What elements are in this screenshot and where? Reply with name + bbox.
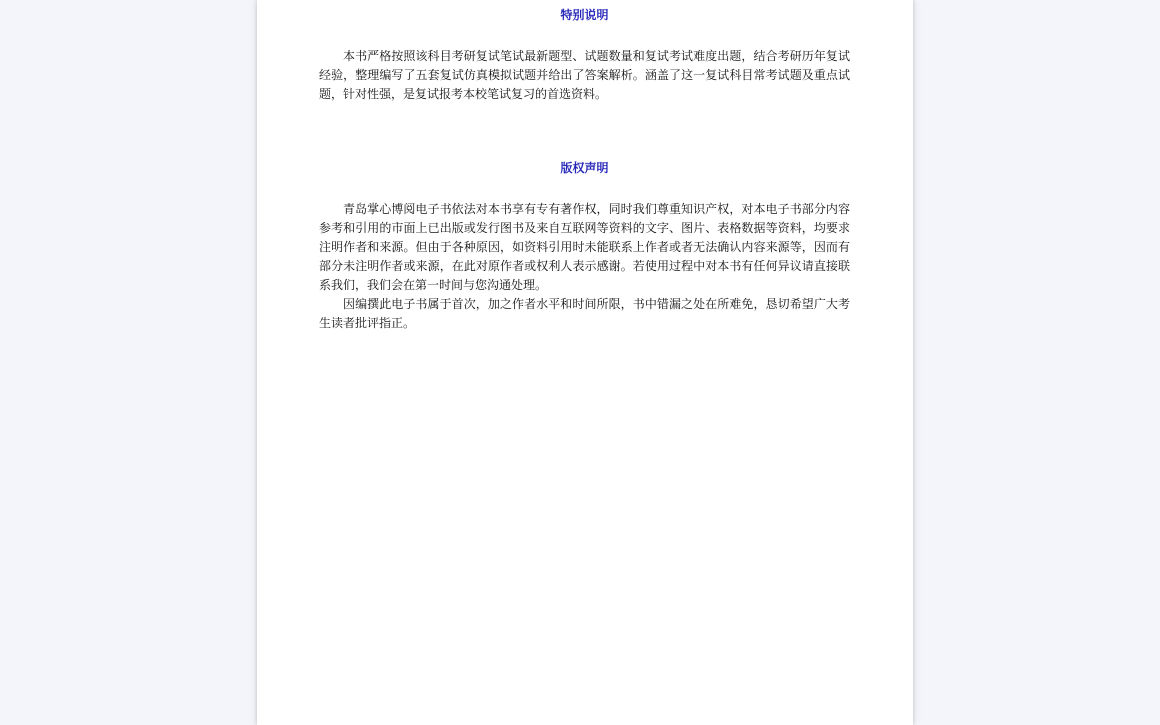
special-notice-section	[319, 7, 850, 104]
copyright-paragraph: 青岛掌心博阅电子书依法对本书享有专有著作权，同时我们尊重知识产权，对本电子书部分内容参考和引用的市面上已出版或发行图书及来自互联网等资料的文字、图片、表格数据等资料，均要求注明作者和来源。但由于各种原因，如资料引用时未能联系上作者或者无法确认内容来源等，因而有部分未注明作者或来源，在此对原作者或权利人表示感谢。若使用过程中对本书有任何异议请直接联系我们，我们会在第一时间与您沟通处理。	[319, 202, 850, 292]
errata-paragraph: 因编撰此电子书属于首次，加之作者水平和时间所限，书中错漏之处在所难免，恳切希望广大考生读者批评指正。	[319, 297, 850, 330]
copyright-section	[319, 160, 850, 333]
special-notice-paragraph: 本书严格按照该科目考研复试笔试最新题型、试题数量和复试考试难度出题，结合考研历年复试经验，整理编写了五套复试仿真模拟试题并给出了答案解析。涵盖了这一复试科目常考试题及重点试题，针对性强，是复试报考本校笔试复习的首选资料。	[319, 49, 850, 101]
copyright-heading: 版权声明	[560, 161, 609, 175]
document-page	[257, 0, 913, 725]
special-notice-heading: 特别说明	[560, 8, 609, 22]
